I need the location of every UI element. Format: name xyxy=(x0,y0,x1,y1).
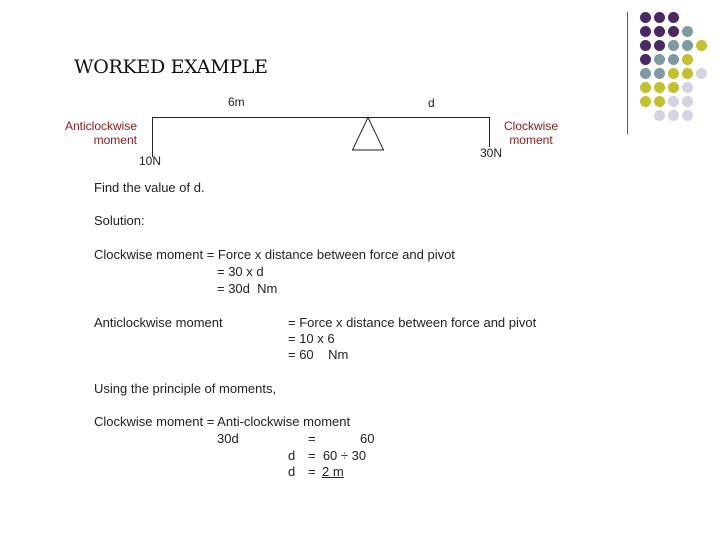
lever-beam xyxy=(152,117,490,118)
anticlockwise-label-line1: Anticlockwise xyxy=(64,119,137,133)
clockwise-line-3: = 30d Nm xyxy=(217,281,278,296)
anticlockwise-label-line2: moment xyxy=(93,133,137,147)
decor-dot xyxy=(640,12,651,23)
decor-dot xyxy=(640,96,651,107)
solution-heading: Solution: xyxy=(94,213,145,228)
anticlockwise-line-1: = Force x distance between force and pivot xyxy=(288,315,537,330)
left-force-line xyxy=(152,117,153,157)
decor-dot xyxy=(668,40,679,51)
decor-dot xyxy=(654,68,665,79)
decor-dot xyxy=(682,110,693,121)
decor-dot xyxy=(640,40,651,51)
decor-dot xyxy=(682,26,693,37)
decorative-divider xyxy=(627,12,628,134)
decor-dot xyxy=(682,82,693,93)
decor-dot xyxy=(668,54,679,65)
clockwise-line-2: = 30 x d xyxy=(217,264,264,279)
decor-dot xyxy=(654,96,665,107)
equation-line-3-var: d xyxy=(288,448,296,463)
decor-dot xyxy=(654,40,665,51)
decor-dot xyxy=(668,82,679,93)
decor-dot xyxy=(654,26,665,37)
question-text: Find the value of d. xyxy=(94,180,205,195)
decor-dot xyxy=(668,110,679,121)
clockwise-label-line1: Clockwise xyxy=(503,119,558,133)
right-force-line xyxy=(489,117,490,147)
right-force-label: 30N xyxy=(480,146,503,160)
clockwise-label xyxy=(500,119,562,147)
decor-dot xyxy=(682,54,693,65)
principle-text: Using the principle of moments, xyxy=(94,381,277,396)
decor-dot xyxy=(682,96,693,107)
anticlockwise-moment-label: Anticlockwise moment xyxy=(94,315,223,330)
equation-line-4-var: d xyxy=(288,464,296,479)
decor-dot xyxy=(682,68,693,79)
equation-lhs: 30d xyxy=(217,431,239,446)
equation-equals: = xyxy=(308,431,316,446)
slide-title: WORKED EXAMPLE xyxy=(74,56,268,78)
final-answer: 2 m xyxy=(322,464,344,479)
anticlockwise-line-3: = 60 Nm xyxy=(288,347,349,362)
decor-dot xyxy=(654,82,665,93)
decor-dot xyxy=(640,68,651,79)
decor-dot xyxy=(654,110,665,121)
distance-label-d: d xyxy=(428,96,435,110)
decor-dot xyxy=(668,12,679,23)
equation-line-3-rest: = 60 ÷ 30 xyxy=(308,448,367,463)
clockwise-label-line2: moment xyxy=(509,133,553,147)
distance-label-6m: 6m xyxy=(228,95,245,109)
decor-dot xyxy=(668,26,679,37)
decor-dot xyxy=(682,40,693,51)
decor-dot xyxy=(696,68,707,79)
anticlockwise-label xyxy=(64,119,137,147)
equation-rhs: 60 xyxy=(360,431,375,446)
decor-dot xyxy=(696,40,707,51)
decor-dot xyxy=(668,96,679,107)
left-force-label: 10N xyxy=(139,154,162,168)
equation-line-1: Clockwise moment = Anti-clockwise moment xyxy=(94,414,351,429)
clockwise-line-1: Clockwise moment = Force x distance between force and pivot xyxy=(94,247,455,262)
decor-dot xyxy=(640,82,651,93)
anticlockwise-line-2: = 10 x 6 xyxy=(288,331,335,346)
decor-dot xyxy=(668,68,679,79)
decor-dot xyxy=(640,54,651,65)
pivot-triangle xyxy=(352,117,384,151)
decor-dot xyxy=(654,12,665,23)
decor-dot xyxy=(654,54,665,65)
equation-line-4-eq: = xyxy=(308,464,316,479)
decor-dot xyxy=(640,26,651,37)
